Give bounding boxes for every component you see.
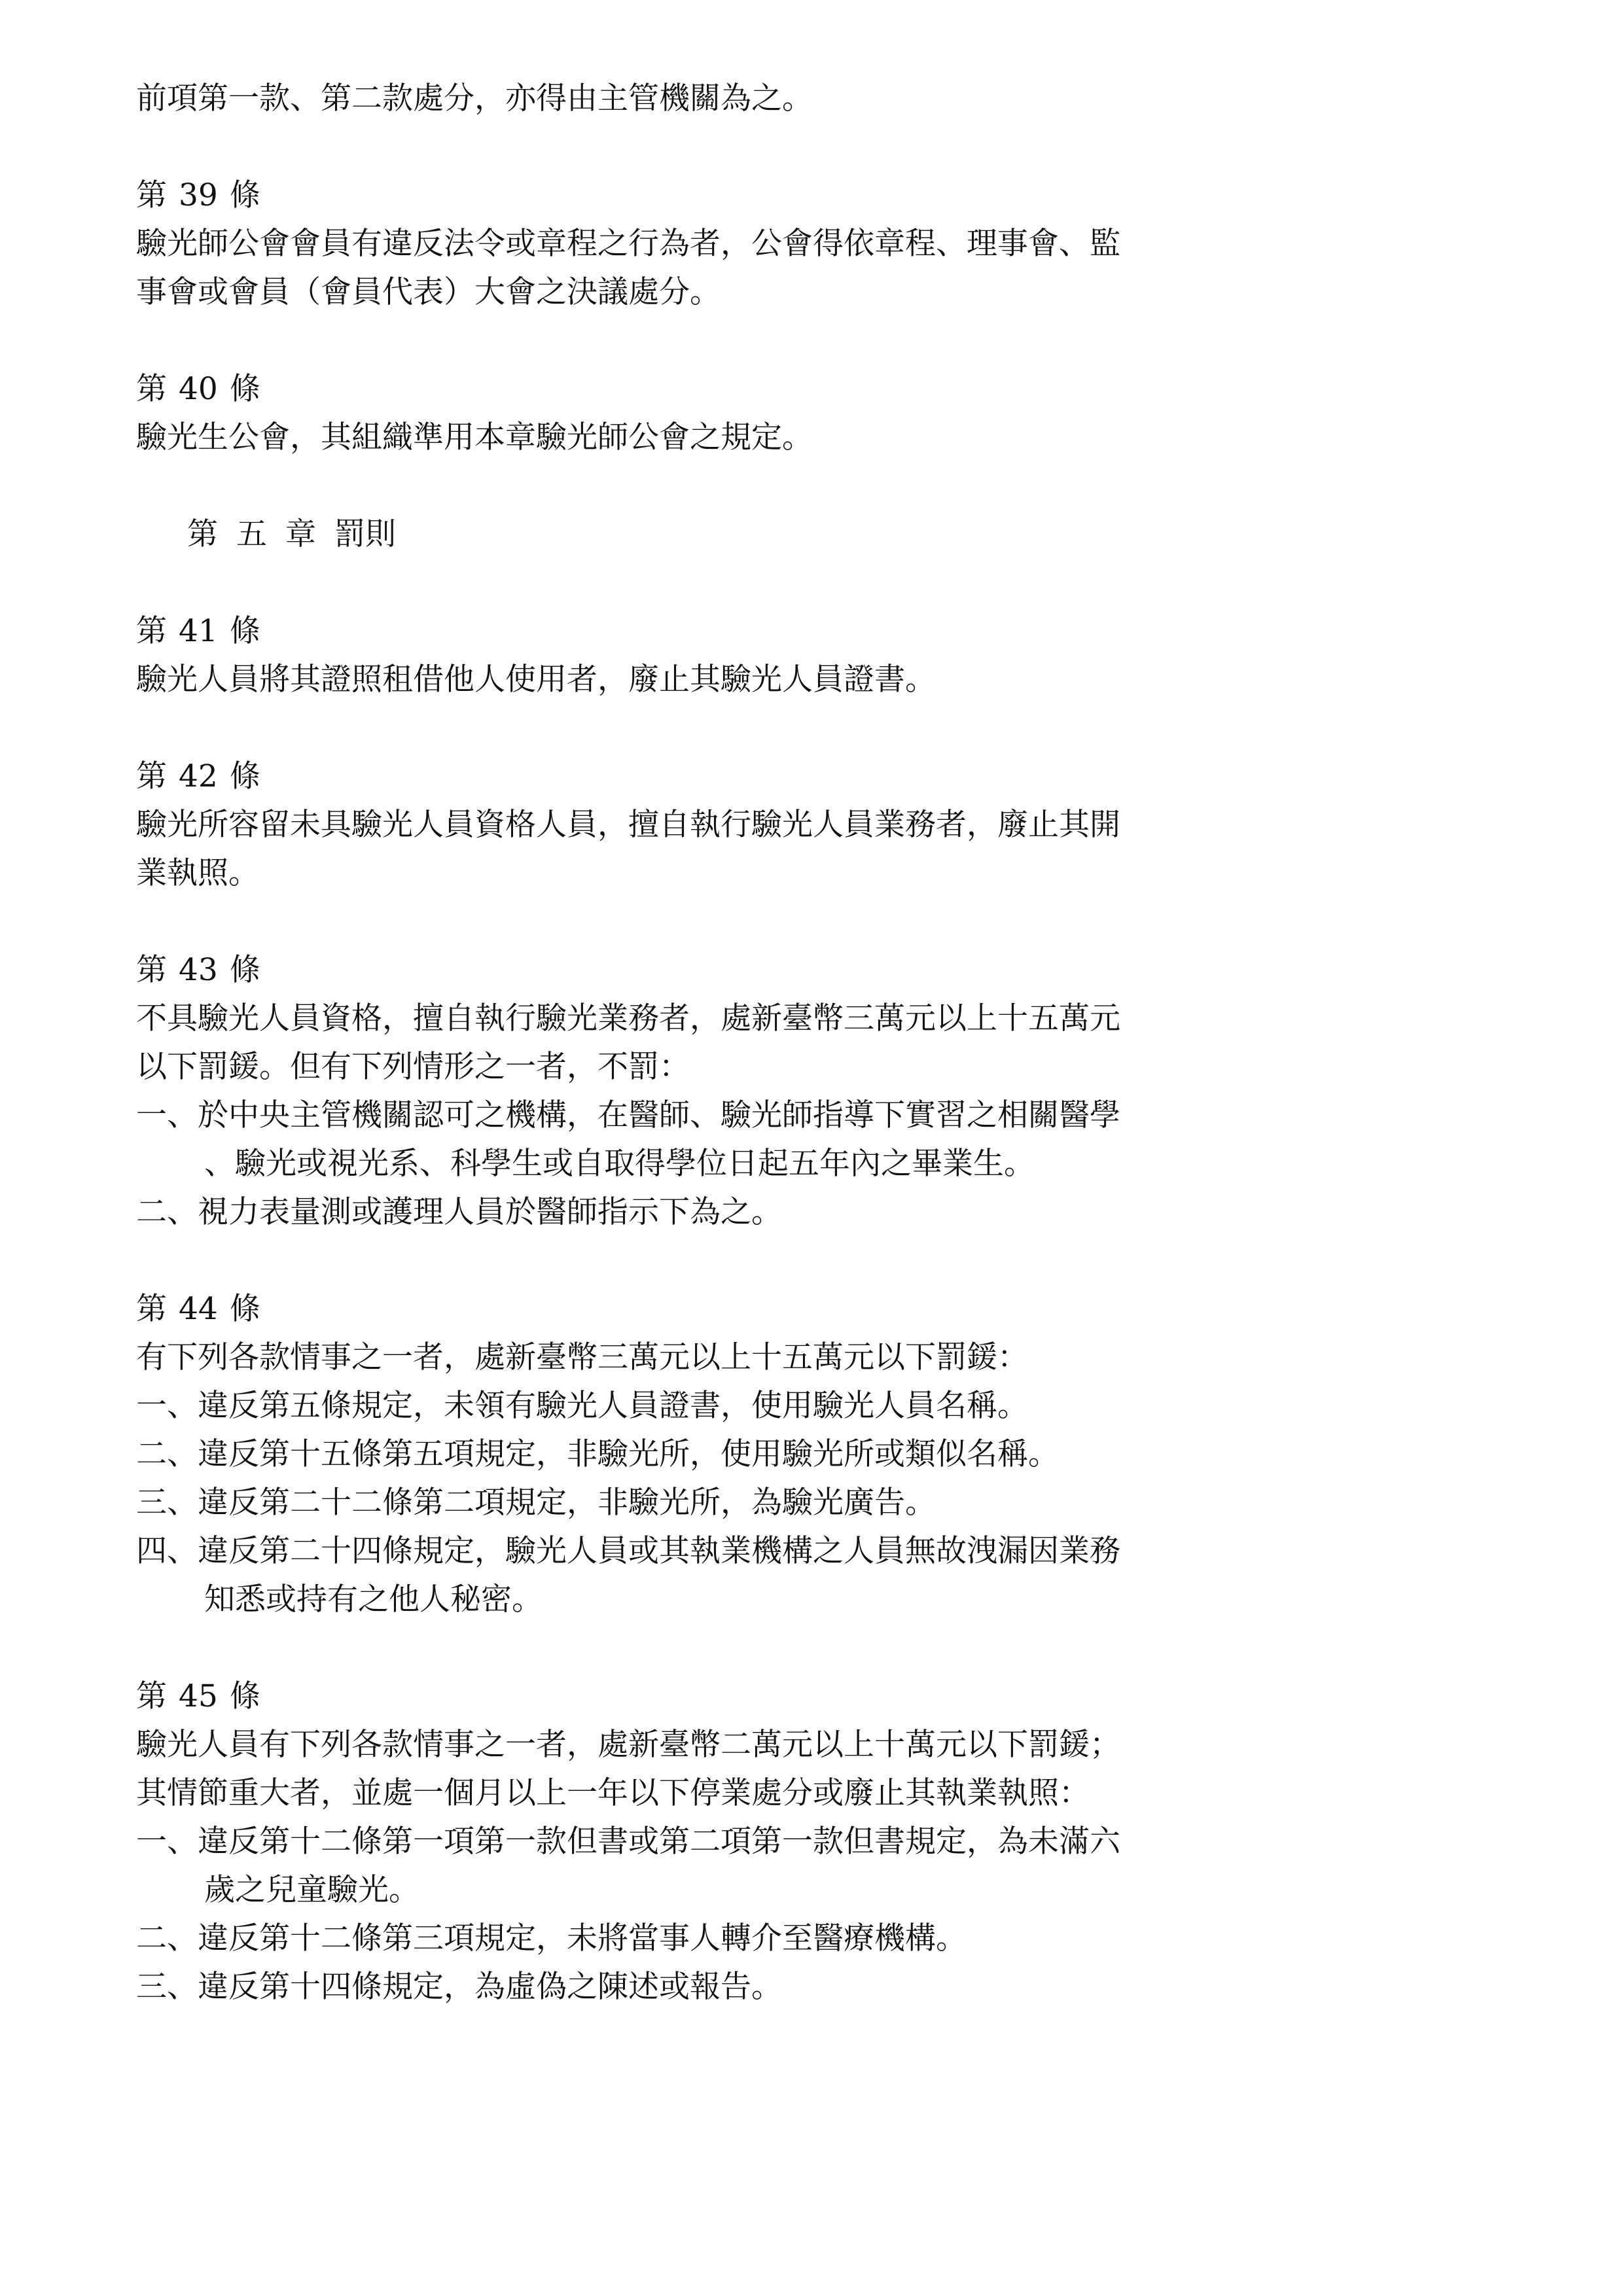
spacer: [136, 898, 1196, 946]
article-44-text: 有下列各款情事之一者，處新臺幣三萬元以上十五萬元以下罰鍰：: [136, 1339, 1028, 1375]
article-heading-40: [136, 365, 1196, 414]
spacer: [136, 704, 1196, 752]
chapter-title: 罰則: [334, 516, 396, 552]
article-suffix: 條: [229, 952, 260, 988]
spacer: [136, 123, 1196, 171]
list-item-continuation: 、驗光或視光系、科學生或自取得學位日起五年內之畢業生。: [204, 1146, 1035, 1182]
list-item: 一、違反第五條規定，未領有驗光人員證書，使用驗光人員名稱。: [136, 1388, 1028, 1424]
article-prefix: 第: [136, 371, 167, 407]
article-prefix: 第: [136, 758, 167, 794]
spacer: [136, 1237, 1196, 1285]
article-suffix: 條: [229, 1678, 260, 1714]
article-heading-45: [136, 1672, 1196, 1721]
article-number: 39: [179, 177, 218, 213]
article-42-text: 驗光所容留未具驗光人員資格人員，擅自執行驗光人員業務者，廢止其開: [136, 807, 1120, 843]
article-number: 40: [179, 371, 218, 407]
article-41-text: 驗光人員將其證照租借他人使用者，廢止其驗光人員證書。: [136, 662, 936, 698]
paragraph-line: 前項第一款、第二款處分，亦得由主管機關為之。: [136, 80, 813, 116]
list-item-continuation: 知悉或持有之他人秘密。: [204, 1581, 543, 1617]
article-suffix: 條: [229, 758, 260, 794]
article-heading-44: [136, 1285, 1196, 1333]
article-suffix: 條: [229, 1291, 260, 1327]
article-suffix: 條: [229, 371, 260, 407]
list-item: 三、違反第二十二條第二項規定，非驗光所，為驗光廣告。: [136, 1485, 936, 1521]
article-heading-42: [136, 752, 1196, 801]
article-prefix: 第: [136, 1678, 167, 1714]
article-43-text: 以下罰鍰。但有下列情形之一者，不罰：: [136, 1049, 690, 1085]
article-suffix: 條: [229, 613, 260, 649]
article-45-text: 驗光人員有下列各款情事之一者，處新臺幣二萬元以上十萬元以下罰鍰；: [136, 1727, 1120, 1763]
article-45-text: 其情節重大者，並處一個月以上一年以下停業處分或廢止其執業執照：: [136, 1775, 1090, 1811]
article-heading-41: [136, 607, 1196, 656]
chapter-heading: [136, 510, 1196, 559]
article-heading-43: [136, 946, 1196, 995]
article-number: 43: [179, 952, 218, 988]
article-42-text: 業執照。: [136, 855, 259, 891]
list-item: 一、違反第十二條第一項第一款但書或第二項第一款但書規定，為未滿六: [136, 1824, 1120, 1860]
article-number: 45: [179, 1678, 218, 1714]
list-item: 二、視力表量測或護理人員於醫師指示下為之。: [136, 1194, 782, 1230]
chapter-prefix: 第: [187, 516, 218, 552]
article-43-text: 不具驗光人員資格，擅自執行驗光業務者，處新臺幣三萬元以上十五萬元: [136, 1000, 1120, 1036]
chapter-number: 五: [236, 516, 267, 552]
spacer: [136, 462, 1196, 510]
article-number: 44: [179, 1291, 218, 1327]
article-prefix: 第: [136, 177, 167, 213]
spacer: [136, 317, 1196, 365]
chapter-suffix: 章: [285, 516, 316, 552]
list-item: 一、於中央主管機關認可之機構，在醫師、驗光師指導下實習之相關醫學: [136, 1097, 1120, 1133]
article-40-text: 驗光生公會，其組織準用本章驗光師公會之規定。: [136, 419, 813, 455]
article-number: 41: [179, 613, 218, 649]
article-prefix: 第: [136, 613, 167, 649]
list-item: 二、違反第十五條第五項規定，非驗光所，使用驗光所或類似名稱。: [136, 1436, 1059, 1472]
article-heading-39: [136, 171, 1196, 220]
spacer: [136, 559, 1196, 607]
article-number: 42: [179, 758, 218, 794]
article-prefix: 第: [136, 952, 167, 988]
document-body: [136, 75, 1196, 2011]
list-item-continuation: 歲之兒童驗光。: [204, 1872, 419, 1908]
list-item: 三、違反第十四條規定，為虛偽之陳述或報告。: [136, 1969, 782, 2005]
list-item: 四、違反第二十四條規定，驗光人員或其執業機構之人員無故洩漏因業務: [136, 1533, 1120, 1569]
article-prefix: 第: [136, 1291, 167, 1327]
spacer: [136, 1624, 1196, 1672]
list-item: 二、違反第十二條第三項規定，未將當事人轉介至醫療機構。: [136, 1920, 967, 1956]
article-suffix: 條: [229, 177, 260, 213]
article-39-text: 事會或會員（會員代表）大會之決議處分。: [136, 274, 721, 310]
article-39-text: 驗光師公會會員有違反法令或章程之行為者，公會得依章程、理事會、監: [136, 226, 1120, 262]
